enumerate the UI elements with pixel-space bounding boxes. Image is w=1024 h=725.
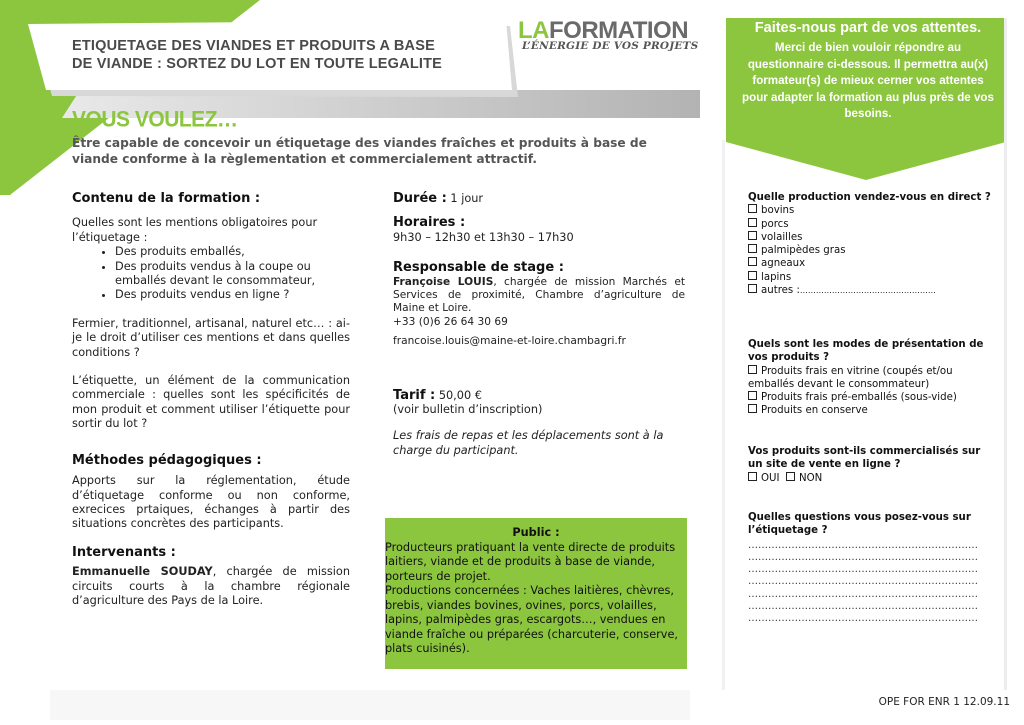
responsable-phone: +33 (0)6 26 64 30 69 [393, 315, 508, 328]
checkbox-option[interactable] [748, 204, 993, 217]
answer-line[interactable]: …………………………………………………………… [748, 564, 978, 576]
checkbox-icon[interactable] [748, 404, 757, 413]
checkbox-option[interactable] [748, 473, 779, 484]
list-item: • Des produits vendus en ligne ? [115, 288, 350, 302]
intervenants-text [72, 565, 350, 608]
answer-line[interactable]: …………………………………………………………… [748, 588, 978, 600]
logo-la: LA [518, 17, 549, 44]
tarif-value: 50,00 € [438, 388, 482, 402]
question-2-text: Quels sont les modes de présentation de vos produits ? [748, 339, 984, 364]
checkbox-icon[interactable] [748, 257, 757, 266]
question-3 [748, 445, 988, 485]
checkbox-option[interactable] [748, 404, 988, 417]
option-label: bovins [761, 205, 795, 217]
sidebar-header [726, 20, 1010, 123]
checkbox-icon[interactable] [748, 365, 757, 374]
question-4-text: Quelles questions vous posez-vous sur l’étiquetage ? [748, 512, 971, 537]
contenu-heading: Contenu de la formation : [72, 191, 261, 206]
checkbox-icon[interactable] [748, 271, 757, 280]
responsable-email[interactable]: francoise.louis@maine-et-loire.chambagri.fr [393, 335, 626, 348]
checkbox-icon[interactable] [786, 472, 795, 481]
sidebar-title: Faites-nous part de vos attentes. [754, 20, 982, 36]
contenu-paragraph-2: Fermier, traditionnel, artisanal, naturel etc… : ai-je le droit d’utiliser ces mentions et dans quelles conditions ? [72, 316, 350, 359]
option-label: agneaux [761, 258, 806, 270]
tarif-label: Tarif : [393, 387, 436, 403]
responsable-role: , chargée de mission Marchés et Services de proximité, Chambre d’agriculture de Maine et Loire. [393, 275, 685, 315]
contenu-intro: Quelles sont les mentions obligatoires pour l’étiquetage : [72, 216, 318, 244]
option-label: Produits frais en vitrine (coupés et/ou emballés devant le consommateur) [748, 365, 953, 390]
other-fill-line[interactable]: …………………………………………… [799, 286, 936, 296]
duree-label: Durée : [393, 191, 447, 206]
public-text-2: Productions concernées : Vaches laitières, chèvres, brebis, viandes bovines, ovines, porcs, volailles, lapins, palmipèdes gras, escargots…, vendues en viande fraîche ou préparées (charcuterie, conserve, plats cuisinés). [385, 584, 679, 655]
option-label: porcs [761, 218, 789, 230]
intervenants-heading: Intervenants : [72, 544, 176, 560]
title-line-2: DE VIANDE : SORTEZ DU LOT EN TOUTE LEGALITE [72, 56, 443, 72]
methodes-heading: Méthodes pédagogiques : [72, 452, 262, 468]
list-item: • Des produits emballés, [115, 245, 350, 259]
question-1-text: Quelle production vendez-vous en direct ? [748, 192, 991, 203]
option-label: palmipèdes gras [761, 245, 846, 257]
checkbox-option[interactable] [748, 284, 993, 297]
responsable-text [393, 276, 685, 316]
checkbox-icon[interactable] [748, 231, 757, 240]
checkbox-icon[interactable] [748, 284, 757, 293]
option-label: NON [798, 472, 823, 484]
checkbox-option[interactable] [748, 218, 993, 231]
answer-line[interactable]: …………………………………………………………… [748, 551, 978, 563]
answer-line[interactable]: …………………………………………………………… [748, 576, 978, 588]
question-1 [748, 191, 993, 297]
section-heading-vous-voulez: VOUS VOULEZ… [72, 107, 238, 132]
checkbox-option[interactable] [748, 391, 988, 404]
methodes-text: Apports sur la réglementation, étude d’étiquetage conforme ou non conforme, exrecices prtaiques, échanges à partir des situations concrètes des participants. [72, 474, 350, 531]
list-item: • Des produits vendus à la coupe ou emballés devant le consommateur, [115, 260, 350, 289]
lead-text: Être capable de concevoir un étiquetage des viandes fraîches et produits à base de viande conforme à la règlementation et commercialement attractif. [72, 136, 647, 166]
option-label: Produits en conserve [761, 405, 868, 417]
answer-line[interactable]: …………………………………………………………… [748, 613, 978, 625]
duree-value: 1 jour [450, 192, 484, 205]
question-3-text: Vos produits sont-ils commercialisés sur un site de vente en ligne ? [748, 446, 981, 471]
left-column [72, 192, 350, 608]
middle-column [393, 192, 685, 458]
logo-tagline: L’ÉNERGIE DE VOS PROJETS [522, 40, 699, 52]
checkbox-option[interactable] [748, 271, 993, 284]
checkbox-icon[interactable] [748, 472, 757, 481]
horaires-value: 9h30 – 12h30 et 13h30 – 17h30 [393, 230, 574, 244]
public-heading: Public : [512, 526, 560, 539]
checkbox-option[interactable] [748, 244, 993, 257]
horaires-label: Horaires : [393, 215, 466, 231]
title-line-1: ETIQUETAGE DES VIANDES ET PRODUITS A BASE [72, 38, 435, 54]
public-box [385, 518, 687, 669]
intervenant-description: , chargée de mission circuits courts à la chambre régionale d’agriculture des Pays de la Loire. [72, 565, 350, 607]
intervenant-name: Emmanuelle SOUDAY [72, 565, 213, 579]
page-title [72, 37, 512, 73]
tarif-note: (voir bulletin d’inscription) [393, 403, 543, 417]
public-text-1: Producteurs pratiquant la vente directe de produits laitiers, viande et de produits à base de viande, porteurs de projet. [385, 540, 676, 583]
logo-formation: FORMATION [549, 17, 689, 44]
contenu-paragraph-3: L’étiquette, un élément de la communication commerciale : quelles sont les spécificités de mon produit et comment utiliser l’étiquette pour sortir du lot ? [72, 374, 350, 431]
checkbox-option[interactable] [748, 231, 993, 244]
checkbox-icon[interactable] [748, 391, 757, 400]
option-label: lapins [761, 271, 792, 283]
option-label: autres : [761, 285, 800, 297]
checkbox-option[interactable] [748, 257, 993, 270]
responsable-label: Responsable de stage : [393, 260, 564, 276]
question-4 [748, 511, 993, 626]
answer-line[interactable]: …………………………………………………………… [748, 601, 978, 613]
option-label: Produits frais pré-emballés (sous-vide) [761, 392, 957, 404]
contenu-list [72, 245, 350, 303]
option-label: volailles [761, 231, 803, 243]
checkbox-icon[interactable] [748, 218, 757, 227]
checkbox-option[interactable] [748, 365, 988, 392]
checkbox-option[interactable] [786, 473, 822, 484]
document-code: OPE FOR ENR 1 12.09.11 [878, 696, 1010, 708]
checkbox-icon[interactable] [748, 244, 757, 253]
responsable-name: Françoise LOUIS [393, 275, 494, 288]
tarif-frais: Les frais de repas et les déplacements sont à la charge du participant. [393, 429, 664, 457]
answer-line[interactable]: …………………………………………………………… [748, 539, 978, 551]
option-label: OUI [761, 472, 780, 484]
sidebar-subtitle: Merci de bien vouloir répondre au questionnaire ci-dessous. Il permettra au(x) formateur(s) de mieux cerner vos attentes pour adapter la formation au plus près de vos besoins. [742, 41, 994, 121]
question-2 [748, 338, 988, 418]
checkbox-icon[interactable] [748, 204, 757, 213]
